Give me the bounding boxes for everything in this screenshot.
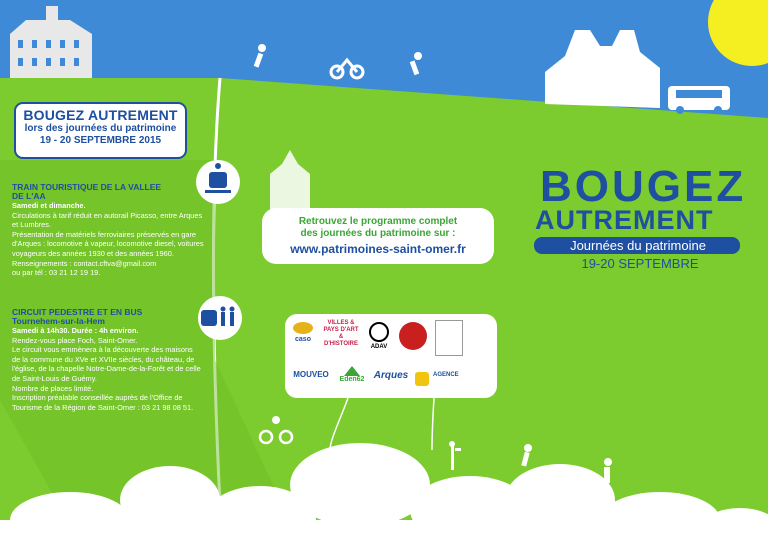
train-title-2: DE L'AA [12, 191, 46, 201]
train-line: d'Arques : locomotive à vapeur, locomotive diesel, voitures [12, 239, 204, 249]
title-sub-2: 19 - 20 SEPTEMBRE 2015 [39, 135, 162, 146]
train-line: Circulations à tarif réduit en autorail Picasso, entre Arques [12, 210, 203, 220]
train-title-1: TRAIN TOURISTIQUE DE LA VALLEE [12, 182, 162, 192]
walk-line: Inscription préalable conseillée auprès de l'Office de [12, 393, 183, 403]
walk-line: de Saint-Louis de Guémy. [12, 373, 97, 383]
train-contact-phone: ou par tél : 03 21 12 19 19. [12, 268, 101, 278]
agence-mark [415, 372, 429, 386]
title-box [14, 102, 187, 159]
program-box [262, 208, 494, 264]
walk-line: l'église, de la chapelle Notre-Dame-de-la-Forêt et de celle [12, 364, 201, 374]
title-main: BOUGEZ AUTREMENT [23, 107, 178, 123]
walk-line: de la commune du XVe et XVIIe siècles, du château, de [12, 354, 195, 364]
brand-word-1: BOUGEZ [540, 162, 747, 211]
train-line: voyageurs des années 1930 et des années 1960. [12, 248, 174, 258]
train-contact-email: Renseignements : contact.cftva@gmail.com [12, 258, 157, 268]
adav-logo: ADAV [365, 322, 393, 356]
brand-word-2: AUTREMENT [535, 205, 714, 235]
walk-title-1: CIRCUIT PEDESTRE ET EN BUS [12, 307, 143, 317]
program-line-1: Retrouvez le programme complet [298, 216, 458, 227]
brand-tagline: Journées du patrimoine [570, 238, 706, 253]
walk-section [12, 308, 212, 412]
brand-dates: 19-20 SEPTEMBRE [581, 256, 699, 271]
villes-logo: VILLES & PAYS D'ART & D'HISTOIRE [323, 320, 359, 347]
train-days: Samedi et dimanche. [12, 201, 86, 210]
walk-title-2: Tournehem-sur-la-Hem [12, 316, 105, 326]
red-seal-logo [399, 322, 427, 350]
caso-logo: caso [291, 322, 315, 352]
program-url-link[interactable]: www.patrimoines-saint-omer.fr [290, 242, 466, 256]
mouveo-logo: MOUVEO [293, 370, 329, 379]
walk-line: Nombre de places limité. [12, 383, 94, 393]
saint-omer-logo [435, 320, 463, 356]
train-line: Présentation de matériels ferroviaires préservés en gare [12, 229, 197, 239]
walk-time: Samedi à 14h30. Durée : 4h environ. [12, 326, 139, 335]
eden62-logo: Eden62 [335, 366, 369, 383]
train-section [12, 183, 212, 278]
partners-box [285, 314, 497, 398]
program-line-2: des journées du patrimoine sur : [300, 228, 456, 239]
train-line: et Lumbres. [12, 220, 52, 230]
arques-logo: Arques [373, 370, 409, 381]
walk-contact: Tourisme de la Région de Saint-Omer : 03 21 98 08 51. [12, 402, 194, 412]
walk-line: Le circuit vous emmènera à la découverte des maisons [12, 345, 193, 355]
walk-line: Rendez-vous place Foch, Saint-Omer. [12, 335, 138, 345]
agence-logo: AGENCE [433, 372, 459, 378]
title-sub-1: lors des journées du patrimoine [24, 123, 177, 134]
bus-icon [668, 86, 730, 114]
